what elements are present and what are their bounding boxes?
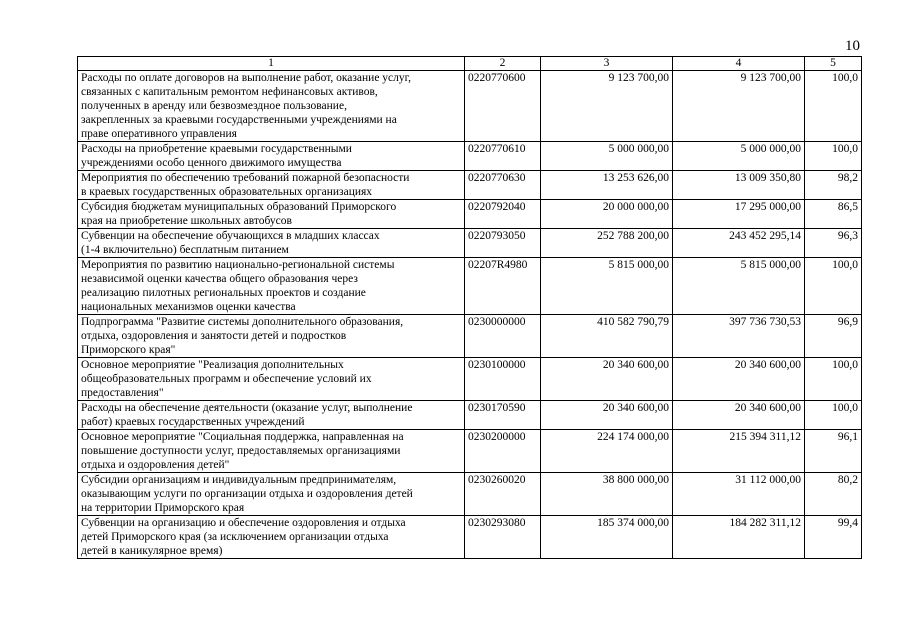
table-row	[78, 401, 862, 430]
row-code-cell: 0230200000	[465, 430, 541, 473]
row-name-line: Мероприятия по развитию национально-региональной системы	[81, 259, 395, 271]
row-planned-cell: 5 000 000,00	[541, 142, 673, 171]
row-planned-cell: 224 174 000,00	[541, 430, 673, 473]
column-header-planned: 3	[541, 57, 673, 71]
row-executed-cell: 9 123 700,00	[673, 71, 805, 142]
row-name-line: Расходы на приобретение краевыми государственными	[81, 143, 352, 155]
row-name-line: Субвенции на обеспечение обучающихся в младших классах	[81, 230, 380, 242]
row-percent-cell: 100,0	[805, 258, 862, 315]
row-name-line: Основное мероприятие "Социальная поддержка, направленная на	[81, 431, 404, 443]
table-row	[78, 229, 862, 258]
row-name-cell	[78, 142, 465, 171]
row-executed-cell: 31 112 000,00	[673, 473, 805, 516]
row-name-line: Мероприятия по обеспечению требований пожарной безопасности	[81, 172, 410, 184]
row-name-line: оказывающим услуги по организации отдыха и оздоровления детей	[81, 488, 413, 500]
row-percent-cell: 100,0	[805, 71, 862, 142]
row-name-line: Расходы по оплате договоров на выполнение работ, оказание услуг,	[81, 72, 411, 84]
budget-table	[77, 56, 862, 559]
row-percent-cell: 98,2	[805, 171, 862, 200]
row-name-line: предоставления"	[81, 387, 164, 399]
column-header-name: 1	[78, 57, 465, 71]
row-name-cell	[78, 473, 465, 516]
row-name-line: независимой оценки качества общего образования через	[81, 273, 358, 285]
row-name-line: повышение доступности услуг, предоставляемых организациями	[81, 445, 401, 457]
row-name-line: общеобразовательных программ и обеспечение условий их	[81, 373, 372, 385]
row-name-line: края на приобретение школьных автобусов	[81, 215, 292, 227]
row-percent-cell: 86,5	[805, 200, 862, 229]
row-name-line: национальных механизмов оценки качества	[81, 301, 296, 313]
row-name-line: детей Приморского края (за исключением организации отдыха	[81, 531, 389, 543]
row-name-cell	[78, 229, 465, 258]
row-code-cell: 0230000000	[465, 315, 541, 358]
row-planned-cell: 38 800 000,00	[541, 473, 673, 516]
column-header-percent: 5	[805, 57, 862, 71]
row-name-line: Подпрограмма "Развитие системы дополнительного образования,	[81, 316, 404, 328]
row-planned-cell: 252 788 200,00	[541, 229, 673, 258]
row-name-cell	[78, 258, 465, 315]
row-planned-cell: 410 582 790,79	[541, 315, 673, 358]
table-row	[78, 171, 862, 200]
row-percent-cell: 100,0	[805, 142, 862, 171]
row-name-line: на территории Приморского края	[81, 502, 245, 514]
row-name-cell	[78, 200, 465, 229]
table-row	[78, 142, 862, 171]
row-name-line: отдыха и оздоровления детей"	[81, 459, 230, 471]
table-row	[78, 258, 862, 315]
table-row	[78, 430, 862, 473]
row-code-cell: 0220770600	[465, 71, 541, 142]
row-planned-cell: 5 815 000,00	[541, 258, 673, 315]
column-header-executed: 4	[673, 57, 805, 71]
row-name-line: закрепленных за краевыми государственными учреждениями на	[81, 114, 397, 126]
row-code-cell: 0220792040	[465, 200, 541, 229]
row-executed-cell: 215 394 311,12	[673, 430, 805, 473]
row-planned-cell: 20 340 600,00	[541, 401, 673, 430]
row-name-line: отдыха, оздоровления и занятости детей и подростков	[81, 330, 347, 342]
row-name-cell	[78, 171, 465, 200]
row-planned-cell: 20 340 600,00	[541, 358, 673, 401]
row-code-cell: 0220770630	[465, 171, 541, 200]
table-row	[78, 200, 862, 229]
row-name-cell	[78, 315, 465, 358]
row-planned-cell: 9 123 700,00	[541, 71, 673, 142]
row-name-cell	[78, 430, 465, 473]
row-code-cell: 0220770610	[465, 142, 541, 171]
row-executed-cell: 243 452 295,14	[673, 229, 805, 258]
table-row	[78, 71, 862, 142]
table-row	[78, 358, 862, 401]
row-planned-cell: 20 000 000,00	[541, 200, 673, 229]
row-name-line: Субвенции на организацию и обеспечение оздоровления и отдыха	[81, 517, 406, 529]
row-name-line: полученных в аренду или безвозмездное пользование,	[81, 100, 347, 112]
table-row	[78, 516, 862, 559]
row-name-cell	[78, 71, 465, 142]
row-code-cell: 0230293080	[465, 516, 541, 559]
page-number: 10	[845, 38, 860, 54]
table-header	[78, 57, 862, 71]
row-executed-cell: 5 000 000,00	[673, 142, 805, 171]
row-name-cell	[78, 358, 465, 401]
table-row	[78, 473, 862, 516]
row-code-cell: 02207R4980	[465, 258, 541, 315]
column-header-code: 2	[465, 57, 541, 71]
header-row	[78, 57, 862, 71]
row-executed-cell: 17 295 000,00	[673, 200, 805, 229]
row-executed-cell: 184 282 311,12	[673, 516, 805, 559]
row-name-line: работ) краевых государственных учреждений	[81, 416, 305, 428]
row-planned-cell: 185 374 000,00	[541, 516, 673, 559]
row-code-cell: 0220793050	[465, 229, 541, 258]
row-name-line: (1-4 включительно) бесплатным питанием	[81, 244, 289, 256]
row-name-line: в краевых государственных образовательных организациях	[81, 186, 373, 198]
row-percent-cell: 100,0	[805, 401, 862, 430]
row-name-line: Приморского края"	[81, 344, 176, 356]
row-name-line: Субсидии организациям и индивидуальным предпринимателям,	[81, 474, 397, 486]
row-name-cell	[78, 401, 465, 430]
row-percent-cell: 96,3	[805, 229, 862, 258]
row-planned-cell: 13 253 626,00	[541, 171, 673, 200]
row-name-line: детей в каникулярное время)	[81, 545, 223, 557]
row-name-cell	[78, 516, 465, 559]
row-percent-cell: 99,4	[805, 516, 862, 559]
row-name-line: Субсидия бюджетам муниципальных образований Приморского	[81, 201, 397, 213]
row-executed-cell: 5 815 000,00	[673, 258, 805, 315]
row-percent-cell: 96,9	[805, 315, 862, 358]
row-executed-cell: 20 340 600,00	[673, 401, 805, 430]
row-name-line: учреждениями особо ценного движимого имущества	[81, 157, 342, 169]
row-percent-cell: 96,1	[805, 430, 862, 473]
row-code-cell: 0230260020	[465, 473, 541, 516]
row-executed-cell: 13 009 350,80	[673, 171, 805, 200]
table-row	[78, 315, 862, 358]
row-name-line: связанных с капитальным ремонтом нефинансовых активов,	[81, 86, 378, 98]
row-code-cell: 0230100000	[465, 358, 541, 401]
row-code-cell: 0230170590	[465, 401, 541, 430]
table-body	[78, 71, 862, 559]
row-percent-cell: 100,0	[805, 358, 862, 401]
row-name-line: Основное мероприятие "Реализация дополнительных	[81, 359, 344, 371]
row-executed-cell: 20 340 600,00	[673, 358, 805, 401]
row-percent-cell: 80,2	[805, 473, 862, 516]
row-name-line: реализацию пилотных региональных проектов и создание	[81, 287, 366, 299]
row-name-line: праве оперативного управления	[81, 128, 237, 140]
row-executed-cell: 397 736 730,53	[673, 315, 805, 358]
row-name-line: Расходы на обеспечение деятельности (оказание услуг, выполнение	[81, 402, 413, 414]
